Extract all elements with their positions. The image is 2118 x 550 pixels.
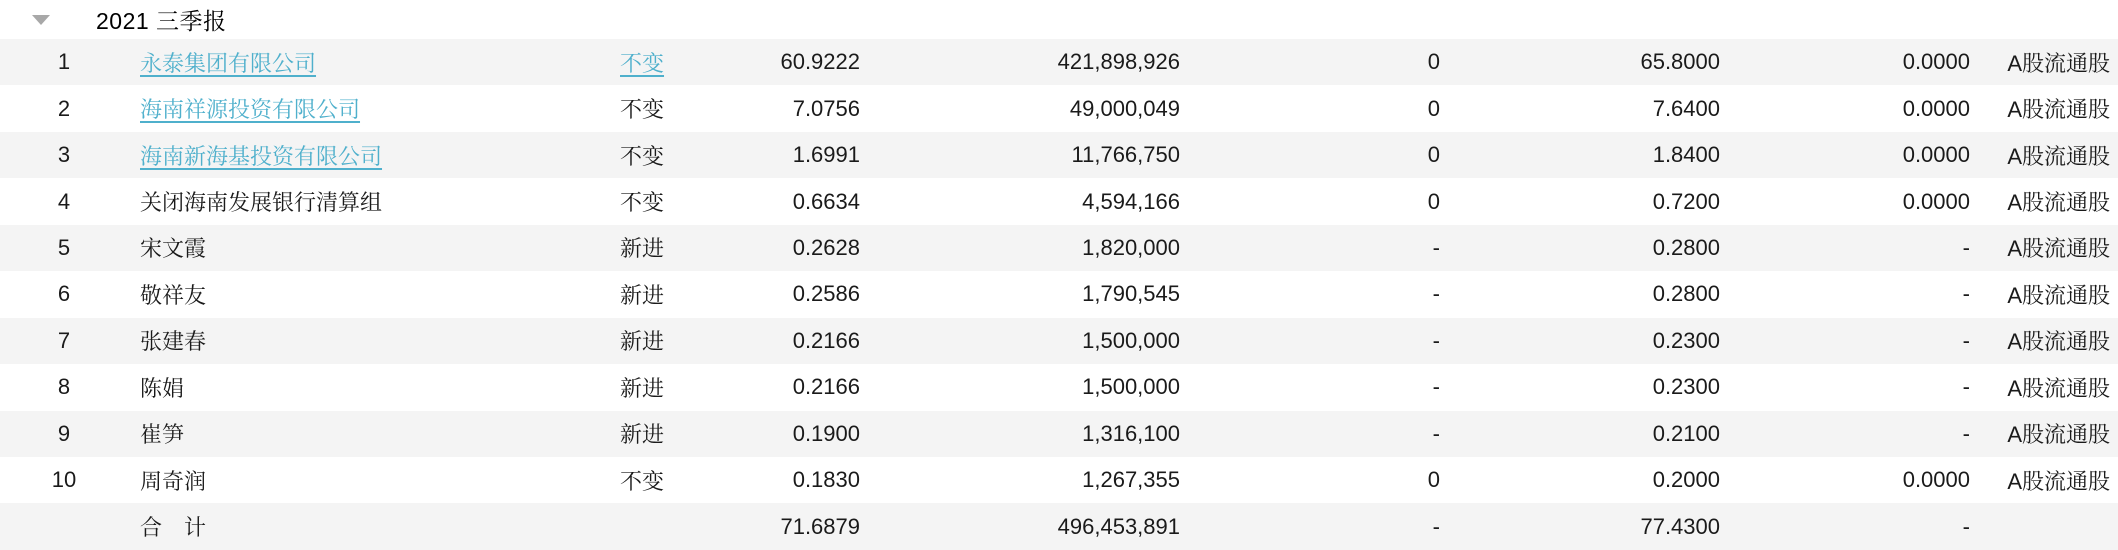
table-row <box>0 39 2118 85</box>
table-row <box>0 178 2118 224</box>
rank-cell: 10 <box>51 467 77 493</box>
holder-name-link[interactable]: 永泰集团有限公司 <box>140 50 317 76</box>
share-type: A股流通股 <box>2007 422 2110 448</box>
shares-change: 0 <box>1427 95 1440 121</box>
pct-change: - <box>1962 513 1970 539</box>
pct-change: 0.0000 <box>1902 95 1970 121</box>
caret-down-icon[interactable] <box>32 15 50 25</box>
holder-name <box>128 140 590 171</box>
pct-of-total: 0.2586 <box>792 281 860 307</box>
shares-change: 0 <box>1427 49 1440 75</box>
table-row <box>0 132 2118 178</box>
holder-name: 陈娟 <box>140 375 185 401</box>
shares-held: 1,267,355 <box>1082 467 1180 493</box>
pct-of-float: 1.8400 <box>1652 142 1720 168</box>
change-status: 新进 <box>620 422 665 448</box>
pct-of-float: 0.2000 <box>1652 467 1720 493</box>
change-status <box>590 47 740 78</box>
holder-name: 张建春 <box>140 329 207 355</box>
pct-of-total: 0.2166 <box>792 374 860 400</box>
rank-cell: 3 <box>57 142 71 168</box>
holder-name-link[interactable]: 海南新海基投资有限公司 <box>140 143 383 169</box>
shares-change: - <box>1432 234 1440 260</box>
shares-held: 4,594,166 <box>1082 188 1180 214</box>
pct-of-float: 0.2300 <box>1652 374 1720 400</box>
pct-of-total: 0.6634 <box>792 188 860 214</box>
share-type: A股流通股 <box>2007 329 2110 355</box>
pct-change: - <box>1962 420 1970 446</box>
pct-of-total: 0.1900 <box>792 420 860 446</box>
share-type: A股流通股 <box>2007 375 2110 401</box>
pct-change: - <box>1962 374 1970 400</box>
shares-change: 0 <box>1427 467 1440 493</box>
pct-of-total: 71.6879 <box>780 513 860 539</box>
holder-name: 合 计 <box>140 515 207 541</box>
rank-cell: 8 <box>57 374 71 400</box>
change-status: 不变 <box>620 468 665 494</box>
pct-of-float: 0.2800 <box>1652 281 1720 307</box>
holder-name-link[interactable]: 海南祥源投资有限公司 <box>140 97 361 123</box>
shares-held: 49,000,049 <box>1069 95 1180 121</box>
section-title: 2021 三季报 <box>96 8 227 34</box>
change-status: 新进 <box>620 236 665 262</box>
pct-of-float: 0.2300 <box>1652 327 1720 353</box>
rank-cell: 1 <box>57 49 71 75</box>
pct-change: 0.0000 <box>1902 188 1970 214</box>
shares-held: 1,500,000 <box>1082 327 1180 353</box>
section-header <box>0 0 2118 39</box>
shares-change: - <box>1432 281 1440 307</box>
holders-table <box>0 39 2118 550</box>
pct-of-total: 7.0756 <box>792 95 860 121</box>
change-status: 新进 <box>620 282 665 308</box>
pct-change: 0.0000 <box>1902 467 1970 493</box>
rank-cell: 9 <box>57 420 71 446</box>
holder-name: 周奇润 <box>140 468 207 494</box>
holder-name: 崔笋 <box>140 422 185 448</box>
share-type: A股流通股 <box>2007 97 2110 123</box>
share-type: A股流通股 <box>2007 468 2110 494</box>
holder-name: 关闭海南发展银行清算组 <box>140 190 383 216</box>
pct-of-total: 0.1830 <box>792 467 860 493</box>
shares-change: - <box>1432 374 1440 400</box>
holder-name <box>128 93 590 124</box>
change-status: 不变 <box>620 143 665 169</box>
shares-change: - <box>1432 420 1440 446</box>
change-status: 新进 <box>620 329 665 355</box>
pct-of-float: 0.2100 <box>1652 420 1720 446</box>
share-type: A股流通股 <box>2007 50 2110 76</box>
pct-change: 0.0000 <box>1902 142 1970 168</box>
table-row <box>0 85 2118 131</box>
pct-of-total: 60.9222 <box>780 49 860 75</box>
share-type: A股流通股 <box>2007 190 2110 216</box>
share-type: A股流通股 <box>2007 236 2110 262</box>
table-row <box>0 364 2118 410</box>
shares-held: 1,820,000 <box>1082 234 1180 260</box>
change-status: 新进 <box>620 375 665 401</box>
table-row <box>0 225 2118 271</box>
pct-change: - <box>1962 327 1970 353</box>
change-status: 不变 <box>620 97 665 123</box>
pct-of-total: 1.6991 <box>792 142 860 168</box>
rank-cell: 7 <box>57 327 71 353</box>
table-row <box>0 271 2118 317</box>
shares-held: 496,453,891 <box>1057 513 1180 539</box>
change-status: 不变 <box>620 190 665 216</box>
rank-cell: 5 <box>57 234 71 260</box>
pct-of-float: 77.4300 <box>1640 513 1720 539</box>
rank-cell: 6 <box>57 281 71 307</box>
holder-name <box>128 47 590 78</box>
pct-change: 0.0000 <box>1902 49 1970 75</box>
pct-of-total: 0.2166 <box>792 327 860 353</box>
shares-change: 0 <box>1427 142 1440 168</box>
rank-cell: 2 <box>57 95 71 121</box>
pct-change: - <box>1962 234 1970 260</box>
shares-change: - <box>1432 327 1440 353</box>
pct-change: - <box>1962 281 1970 307</box>
shares-change: 0 <box>1427 188 1440 214</box>
table-row <box>0 457 2118 503</box>
pct-of-float: 0.7200 <box>1652 188 1720 214</box>
table-row <box>0 411 2118 457</box>
pct-of-float: 65.8000 <box>1640 49 1720 75</box>
shares-change: - <box>1432 513 1440 539</box>
holder-name: 敬祥友 <box>140 282 207 308</box>
share-type: A股流通股 <box>2007 143 2110 169</box>
table-row <box>0 318 2118 364</box>
pct-of-float: 7.6400 <box>1652 95 1720 121</box>
shares-held: 421,898,926 <box>1057 49 1180 75</box>
shares-held: 1,790,545 <box>1082 281 1180 307</box>
pct-of-total: 0.2628 <box>792 234 860 260</box>
share-type: A股流通股 <box>2007 282 2110 308</box>
shares-held: 1,316,100 <box>1082 420 1180 446</box>
rank-cell: 4 <box>57 188 71 214</box>
pct-of-float: 0.2800 <box>1652 234 1720 260</box>
shares-held: 11,766,750 <box>1071 142 1180 168</box>
total-row <box>0 503 2118 549</box>
change-status-link[interactable]: 不变 <box>620 50 665 76</box>
holder-name: 宋文霞 <box>140 236 207 262</box>
shares-held: 1,500,000 <box>1082 374 1180 400</box>
